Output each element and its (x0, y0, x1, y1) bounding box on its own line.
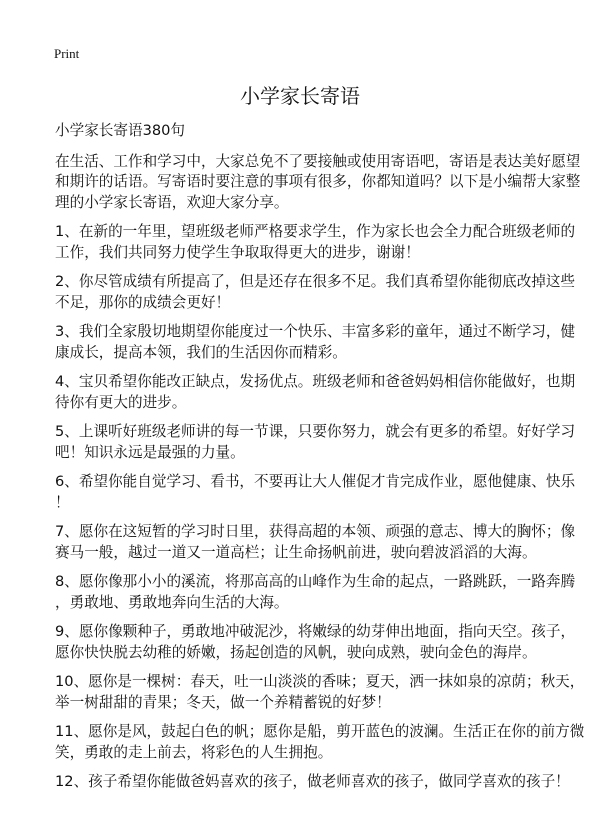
message-paragraph (55, 272, 576, 313)
print-link[interactable]: Print (54, 46, 80, 61)
paragraph-line: 5、上课听好班级老师讲的每一节课，只要你努力，就会有更多的希望。好好学习 (55, 423, 576, 440)
paragraph-list (55, 152, 585, 793)
paragraph-line: 2、你尽管成绩有所提高了，但是还存在很多不足。我们真希望你能彻底改掉这些 (55, 273, 576, 290)
paragraph-line: ，勇敢地、勇敢地奔向生活的大海。 (55, 593, 289, 611)
message-paragraph (55, 472, 576, 513)
message-paragraph (55, 572, 576, 613)
document-body (55, 121, 585, 802)
document-subtitle: 小学家长寄语380句 (55, 122, 186, 139)
paragraph-line: 12、孩子希望你能做爸妈喜欢的孩子，做老师喜欢的孩子，做同学喜欢的孩子！ (55, 773, 570, 790)
intro-paragraph (55, 152, 581, 214)
paragraph-line: 1、在新的一年里，望班级老师严格要求学生，作为家长也会全力配合班级老师的 (55, 223, 576, 240)
message-paragraph (55, 672, 585, 713)
paragraph-line: 赛马一般，越过一道又一道高栏；让生命扬帆前进，驶向碧波滔滔的大海。 (55, 543, 537, 561)
paragraph-line: 10、愿你是一棵树：春天，吐一山淡淡的香味；夏天，洒一抹如泉的凉荫；秋天， (55, 673, 585, 690)
message-paragraph (55, 772, 570, 793)
message-paragraph (55, 322, 576, 363)
paragraph-line: ！ (55, 493, 70, 511)
paragraph-line: 在生活、工作和学习中，大家总免不了要接触或使用寄语吧，寄语是表达美好愿望 (55, 152, 581, 170)
paragraph-line: 举一树甜甜的青果；冬天，做一个养精蓄锐的好梦！ (55, 693, 391, 711)
paragraph-line: 4、宝贝希望你能改正缺点，发扬优点。班级老师和爸爸妈妈相信你能做好，也期 (55, 373, 576, 390)
message-paragraph (55, 722, 585, 763)
paragraph-line: 吧！知识永远是最强的力量。 (55, 443, 245, 461)
paragraph-line: 11、愿你是风，鼓起白色的帆；愿你是船，剪开蓝色的波澜。生活正在你的前方微 (55, 723, 585, 740)
paragraph-line: 工作，我们共同努力使学生争取取得更大的进步，谢谢！ (55, 243, 420, 261)
paragraph-line: 愿你快快脱去幼稚的娇嫩，扬起创造的风帆，驶向成熟，驶向金色的海岸。 (55, 643, 537, 661)
paragraph-line: 8、愿你像那小小的溪流，将那高高的山峰作为生命的起点，一路跳跃，一路奔腾 (55, 573, 576, 590)
paragraph-line: 7、愿你在这短暂的学习时日里，获得高超的本领、顽强的意志、博大的胸怀；像 (55, 523, 576, 540)
paragraph-line: 笑，勇敢的走上前去，将彩色的人生拥抱。 (55, 743, 333, 761)
paragraph-line: 康成长，提高本领，我们的生活因你而精彩。 (55, 343, 347, 361)
message-paragraph (55, 622, 576, 663)
paragraph-line: 9、愿你像颗种子，勇敢地冲破泥沙，将嫩绿的幼芽伸出地面，指向天空。孩子， (55, 623, 576, 640)
paragraph-line: 6、希望你能自觉学习、看书，不要再让大人催促才肯完成作业，愿他健康、快乐 (55, 473, 576, 490)
paragraph-line: 待你有更大的进步。 (55, 393, 187, 411)
message-paragraph (55, 422, 576, 463)
paragraph-line: 3、我们全家殷切地期望你能度过一个快乐、丰富多彩的童年，通过不断学习，健 (55, 323, 576, 340)
page-title: 小学家长寄语 (240, 84, 360, 108)
paragraph-line: 不足，那你的成绩会更好！ (55, 293, 231, 311)
message-paragraph (55, 522, 576, 563)
paragraph-line: 理的小学家长寄语，欢迎大家分享。 (55, 193, 289, 211)
paragraph-line: 和期许的话语。写寄语时要注意的事项有很多，你都知道吗？以下是小编帮大家整 (55, 173, 581, 190)
message-paragraph (55, 372, 576, 413)
message-paragraph (55, 222, 576, 263)
